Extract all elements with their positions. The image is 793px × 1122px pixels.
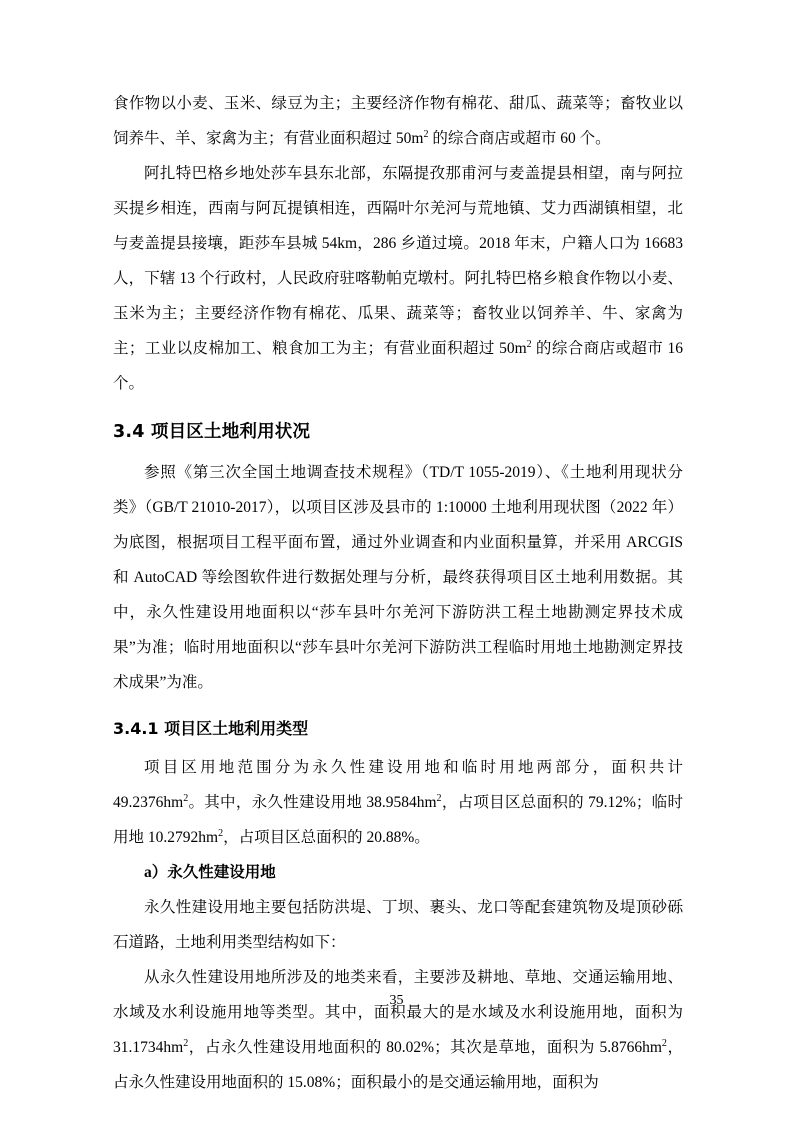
paragraph-land-use-basis: 参照《第三次全国土地调查技术规程》（TD/T 1055-2019）、《土地利用现状分类》（GB/T 21010-2017），以项目区涉及县市的 1:10000 土地利用现状图（2022 年）为底图，根据项目工程平面布置，通过外业调查和内业面积量算，并采用 ARCGIS 和 AutoCAD 等绘图软件进行数据处理与分析，最终获得项目区土地利用数据。其中，永久性建设用地面积以“莎车县叶尔羌河下游防洪工程土地勘测定界技术成果”为准；临时用地面积以“莎车县叶尔羌河下游防洪工程临时用地土地勘测定界技术成果”为准。: [113, 464, 683, 691]
heading-3-4: 3.4 项目区土地利用状况: [113, 422, 311, 442]
paragraph-permanent-breakdown: 从永久性建设用地所涉及的地类来看，主要涉及耕地、草地、交通运输用地、水域及水利设施用地等类型。其中，面积最大的是水域及水利设施用地，面积为 $31.1734hm^2$，占永久性建设用地面积的 80.02%；其次是草地，面积为 $5.8766hm^2$，占永久性建设用地面积的 15.08%；面积最小的是交通运输用地，面积为: [113, 969, 683, 1091]
paragraph-area-summary: 项目区用地范围分为永久性建设用地和临时用地两部分，面积共计 $49.2376hm^2$。其中，永久性建设用地 $38.9584hm^2$，占项目区总面积的 79.12%；临时用地 $10.2792hm^2$，占项目区总面积的 20.88%。: [113, 759, 683, 846]
page-content: [113, 86, 683, 1100]
heading-3-4-1: 3.4.1 项目区土地利用类型: [113, 719, 309, 738]
paragraph-food-crops: 食作物以小麦、玉米、绿豆为主；主要经济作物有棉花、甜瓜、蔬菜等；畜牧业以饲养牛、羊、家禽为主；有营业面积超过 $50m^2$ 的综合商店或超市 60 个。: [113, 95, 683, 147]
paragraph-permanent-components: 永久性建设用地主要包括防洪堤、丁坝、裹头、龙口等配套建筑物及堤顶砂砾石道路，土地利用类型结构如下：: [113, 899, 683, 951]
paragraph-azhate-bage: 阿扎特巴格乡地处莎车县东北部，东隔提孜那甫河与麦盖提县相望，南与阿拉买提乡相连，西南与阿瓦提镇相连，西隔叶尔羌河与荒地镇、艾力西湖镇相望，北与麦盖提县接壤，距莎车县城 54km，286 乡道过境。2018 年末，户籍人口为 16683 人，下辖 13 个行政村，人民政府驻喀勒帕克墩村。阿扎特巴格乡粮食作物以小麦、玉米为主；主要经济作物有棉花、瓜果、蔬菜等；畜牧业以饲养羊、牛、家禽为主；工业以皮棉加工、粮食加工为主；有营业面积超过 $50m^2$ 的综合商店或超市 16 个。: [113, 165, 683, 392]
page-number: 35: [389, 993, 404, 1008]
subheading-a-permanent-land: a）永久性建设用地: [144, 864, 276, 881]
